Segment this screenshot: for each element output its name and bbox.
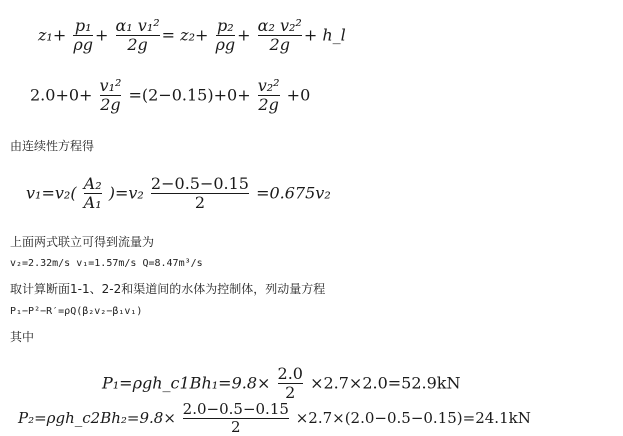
- equation-p1: [102, 366, 461, 402]
- depth-denominator: 2: [151, 193, 249, 212]
- equation-substituted: [30, 78, 310, 114]
- equation-p2: [18, 402, 531, 436]
- eq5-rhs: ×2.7×(2.0−0.5−0.15)=24.1kN: [295, 408, 531, 427]
- p2-numerator: p₂: [217, 16, 234, 35]
- v1sq-numerator: v₁²: [99, 76, 122, 95]
- eq5-denominator: 2: [183, 418, 289, 436]
- depth-numerator: 2−0.5−0.15: [150, 174, 249, 193]
- eq3-rhs: =0.675v₂: [256, 183, 331, 203]
- fraction-v1sq: [100, 78, 122, 114]
- eq3-lhs: v₁=v₂(: [26, 183, 77, 203]
- fraction-depth: [151, 176, 249, 212]
- a2-numerator: A₂: [83, 174, 102, 193]
- two-g-denominator-2: 2g: [258, 35, 302, 54]
- eq4-numerator: 2.0: [277, 364, 303, 383]
- fraction-p1-depth: [278, 366, 303, 402]
- p1-numerator: p₁: [74, 16, 92, 35]
- eq2-tail: +0: [286, 85, 311, 105]
- eq2-lhs: 2.0+0+: [30, 85, 93, 105]
- text-momentum-equation: P₁−P²−R′=ρQ(β₂v₂−β₁v₁): [10, 306, 143, 317]
- eq3-mid: )=v₂: [108, 183, 144, 203]
- a1v1-numerator: α₁ v₁²: [115, 16, 160, 35]
- a2v2-numerator: α₂ v₂²: [257, 16, 302, 35]
- equation-continuity: [26, 176, 331, 212]
- fraction-v2: [258, 18, 302, 54]
- rho-g-denominator: ρg: [73, 34, 93, 54]
- text-combined: 上面两式联立可得到流量为: [10, 235, 155, 249]
- rho-g-denominator-2: ρg: [215, 34, 236, 54]
- text-velocities: v₂=2.32m/s v₁=1.57m/s Q=8.47m³/s: [10, 258, 203, 269]
- a1-denominator: A₁: [83, 192, 102, 212]
- text-control-volume: 取计算断面1-1、2-2和渠道间的水体为控制体，列动量方程: [10, 282, 326, 296]
- text-continuity: 由连续性方程得: [10, 139, 95, 153]
- eq4-rhs: ×2.7×2.0=52.9kN: [310, 373, 461, 393]
- fraction-area: [84, 176, 102, 212]
- eq4-lhs: P₁=ρgh_c1Bh₁=9.8×: [102, 373, 271, 393]
- fraction-p2: [216, 18, 236, 54]
- head-loss-term: h_l: [322, 25, 346, 45]
- z1-term: z₁: [38, 25, 53, 45]
- two-g-denominator-3: 2g: [100, 94, 121, 114]
- eq4-denominator: 2: [278, 383, 303, 402]
- z2-term: z₂: [180, 25, 196, 45]
- fraction-p1: [73, 18, 93, 54]
- equation-bernoulli: z₁+ $\frac{\text{p₁}}{\rho g}$ + $\frac{\text{α₁ v₁²}}{2g}$ = z₂+ $\frac{\text{p₂}}{\rho g}$ + $\frac{\text{α₂ v₂²}}{2g}$ + h_l: [38, 16, 346, 54]
- eq5-numerator: 2.0−0.5−0.15: [182, 400, 289, 418]
- fraction-v2sq: [258, 78, 280, 114]
- text-where: 其中: [10, 330, 35, 344]
- two-g-denominator: 2g: [116, 35, 160, 54]
- eq5-lhs: P₂=ρgh_c2Bh₂=9.8×: [18, 408, 176, 427]
- v2sq-numerator: v₂²: [257, 76, 280, 95]
- fraction-p2-depth: [183, 402, 289, 436]
- two-g-denominator-4: 2g: [258, 94, 279, 114]
- eq2-rhs: =(2−0.15)+0+: [128, 85, 251, 105]
- fraction-v1: [116, 18, 160, 54]
